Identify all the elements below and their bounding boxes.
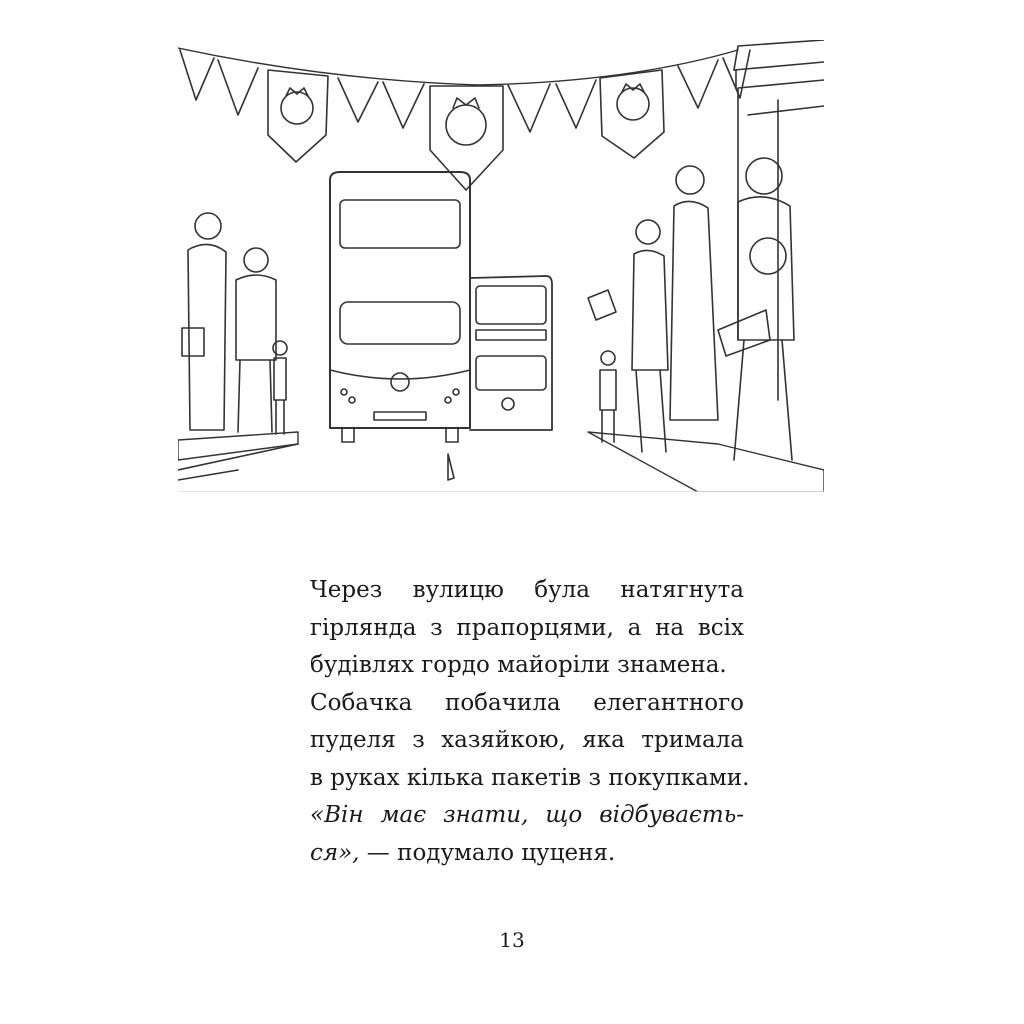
crown-banner-left [268, 70, 328, 162]
paragraph-1-line-1: Через вулицю була натягнута [310, 577, 744, 603]
quote-paragraph [278, 797, 744, 872]
paragraph-1-line-3: будівлях гордо майоріли знамена. [310, 652, 727, 678]
second-bus [470, 276, 552, 430]
spectators-left [182, 213, 287, 434]
paragraph-1-line-2: гірлянда з прапорцями, а на всіх [310, 614, 744, 641]
quote-line-2 [278, 835, 744, 873]
building-facade [734, 40, 824, 400]
paragraph-2-line-1: Собачка побачила елегантного [310, 689, 744, 716]
paragraph-1 [278, 572, 744, 685]
paragraph-2-line-3: в руках кілька пакетів з покупками. [310, 764, 750, 791]
quote-line-1: «Він має знати, що відбуваєть- [310, 802, 744, 828]
paragraph-2-line-2: пуделя з хазяйкою, яка тримала [310, 727, 744, 753]
paragraph-2 [278, 685, 750, 798]
bunting-pennants [180, 50, 750, 132]
double-decker-bus-front [330, 172, 470, 442]
quote-line-2-rest: — подумало цуценя. [359, 839, 616, 866]
quote-line-2-italic: ся», [310, 839, 360, 866]
story-text [278, 572, 750, 872]
page-number: 13 [499, 928, 525, 952]
spectators-right [588, 158, 794, 460]
crown-banner-right [600, 70, 664, 158]
street-scene-illustration [178, 40, 824, 492]
